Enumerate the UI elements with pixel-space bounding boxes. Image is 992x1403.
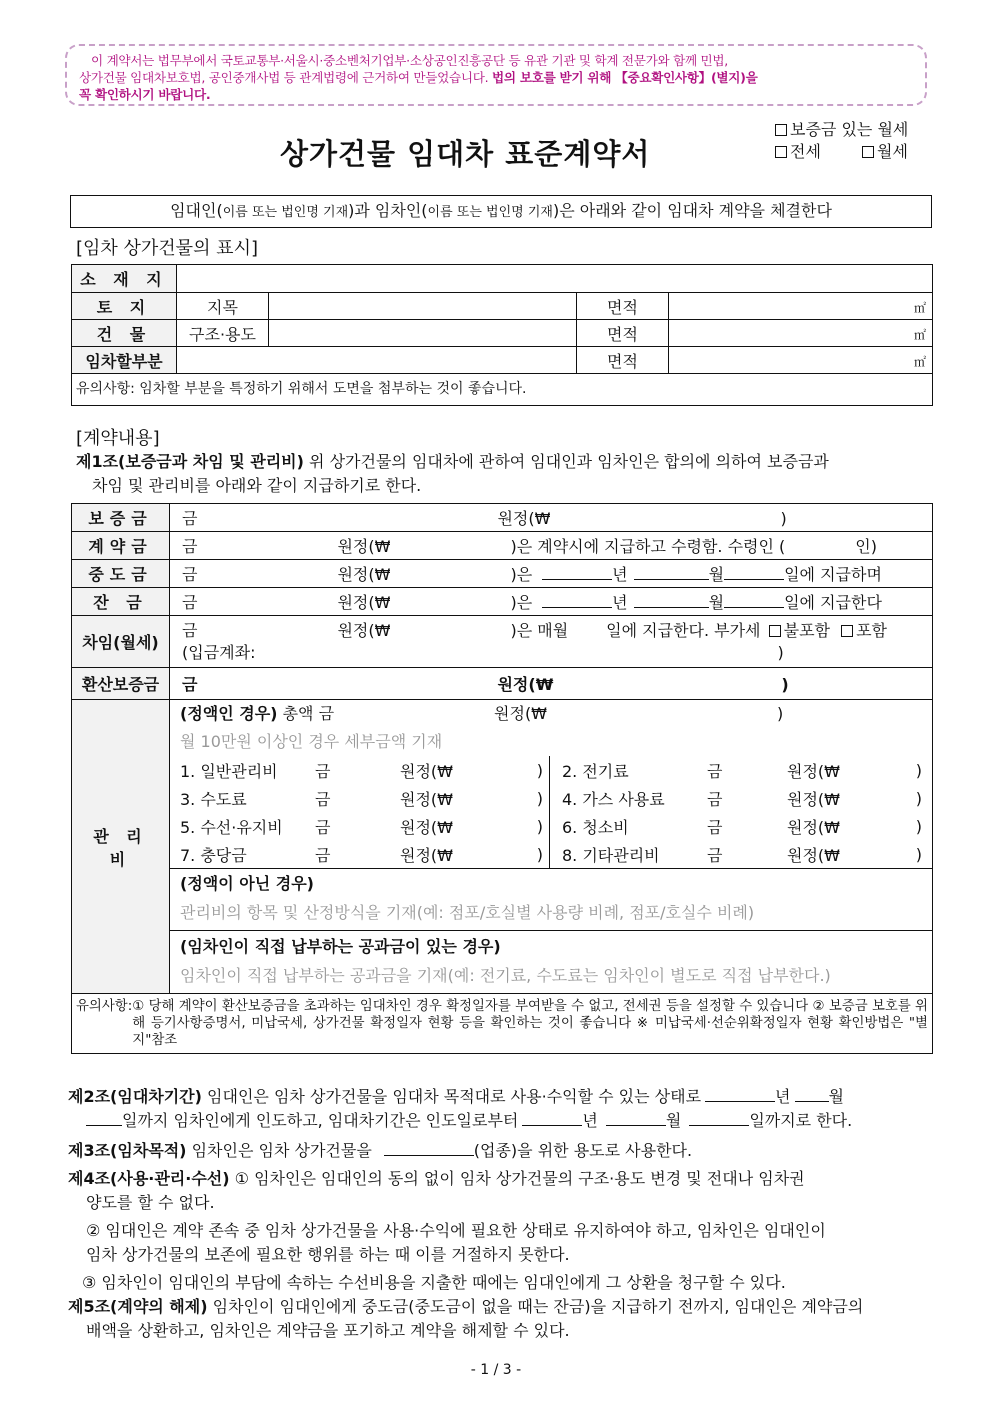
property-heading: [임차 상가건물의 표시] [76,238,258,259]
land-category-field[interactable] [269,293,577,320]
article-3: 제3조(임차목적) 임차인은 임차 상가건물을 (업종)을 위한 용도로 사용한다. [68,1141,693,1160]
building-area-field[interactable]: ㎡ [669,320,933,347]
property-table [71,264,933,406]
vat-excluded-checkbox[interactable] [769,625,781,637]
building-area-label: 면적 [577,320,669,347]
fixed-fee-hint: 월 10만원 이상인 경우 세부금액 기재 [180,732,443,751]
intro-statement: 임대인(이름 또는 법인명 기재)과 임차인(이름 또는 법인명 기재)은 아래와 같이 임대차 계약을 체결한다 [70,195,932,228]
payment-table [71,503,933,1054]
building-label: 건 물 [72,320,177,347]
land-label: 토 지 [72,293,177,320]
article-2: 제2조(임대차기간) 임대인은 임차 상가건물을 임대차 목적대로 사용·수익할 수 있는 상태로 년 월 일까지 임차인에게 인도하고, 임대차기간은 인도일로부터 년 월 일까지로 한다. [68,1087,853,1130]
contract-type-monthly[interactable]: 월세 [862,139,908,162]
converted-deposit-field[interactable]: 금 원정(₩ ) [170,668,933,700]
notice-line-3: 꼭 확인하시기 바랍니다. [79,87,211,102]
rent-field[interactable]: 금 원정(₩ )은 매월 일에 지급한다. 부가세 불포함 포함 (입금계좌: ) [170,616,933,668]
payment-note: 유의사항: ① 당해 계약이 환산보증금을 초과하는 임대차인 경우 확정일자를 부여받을 수 없고, 전세권 등을 설정할 수 있습니다 ② 보증금 보호를 위해 등기사항증명서, 미납국세, 상가건물 확정일자 현황 등을 확인하는 것이 좋습니다 ※ 미납국세·선순위확정일자 현황 확인방법은 "별지"참조 [72,994,933,1054]
building-structure-label: 구조·용도 [177,320,269,347]
interim-payment-label: 중도금 [72,560,170,588]
fee-items-left: 1. 일반관리비 금 원정(₩ ) 3. 수도료 금 원정(₩ ) 5. 수선·유지비 금 원정(₩ ) 7. 충당금 금 원정(₩ ) [180,756,550,868]
checkbox-icon[interactable] [775,146,787,158]
article-5: 제5조(계약의 해제) 임차인이 임대인에게 중도금(중도금이 없을 때는 잔금)을 지급하기 전까지, 임대인은 계약금의 배액을 상환하고, 임차인은 계약금을 포기하고 계약을 해제할 수 있다. [68,1297,864,1340]
rental-part-field[interactable] [177,347,577,374]
deposit-field[interactable]: 금 원정(₩ ) [170,504,933,532]
converted-deposit-label: 환산보증금 [72,668,170,700]
checkbox-icon[interactable] [862,146,874,158]
checkbox-icon[interactable] [775,124,787,136]
building-structure-field[interactable] [269,320,577,347]
nonfixed-fee-section: (정액이 아닌 경우) 관리비의 항목 및 산정방식을 기재(예: 점포/호실별 사용량 비례, 점포/호실수 비례) [170,869,932,931]
management-fee-label: 관 리 비 [72,700,170,994]
management-fee-field [170,700,933,994]
page-title: 상가건물 임대차 표준계약서 [280,137,651,171]
location-label: 소 재 지 [72,265,177,293]
down-payment-field[interactable]: 금 원정(₩ )은 계약시에 지급하고 수령함. 수령인 ( 인) [170,532,933,560]
utility-section: (임차인이 직접 납부하는 공과금이 있는 경우) 임차인이 직접 납부하는 공과금을 기재(예: 전기료, 수도료는 임차인이 별도로 직접 납부한다.) [180,937,831,985]
legal-notice [65,44,927,106]
location-field[interactable] [177,265,933,293]
rental-area-label: 면적 [577,347,669,374]
fixed-fee-section: (정액인 경우) 총액 금 원정(₩ ) 월 10만원 이상인 경우 세부금액 기재 1. 일반관리비 금 원정(₩ ) 3. 수도료 금 원정(₩ ) 5. 수선·유지비 금 원정(₩ ) 7. 충당금 금 원정(₩ ) 2. 전기료 금 원정(₩ ) 4. 가스 사용료 금 원정(₩ ) 6. 청소비 금 원정(₩ ) 8. 기타관리비 금 원정(₩ ) [170,700,932,869]
notice-line-2: 상가건물 임대차보호법, 공인중개사법 등 관계법령에 근거하여 만들었습니다. 법의 보호를 받기 위해 【중요확인사항】(별지)을 [79,70,758,85]
rental-area-field[interactable]: ㎡ [669,347,933,374]
land-area-label: 면적 [577,293,669,320]
notice-emphasis: 법의 보호를 받기 위해 【중요확인사항】(별지)을 [492,70,758,85]
contract-heading: [계약내용] [76,428,160,449]
interim-payment-field[interactable]: 금 원정(₩ )은 년 월 일에 지급하며 [170,560,933,588]
balance-field[interactable]: 금 원정(₩ )은 년 월 일에 지급한다 [170,588,933,616]
vat-included-checkbox[interactable] [841,625,853,637]
contract-type-jeonse[interactable]: 전세 [775,139,821,162]
deposit-label: 보증금 [72,504,170,532]
land-category-label: 지목 [177,293,269,320]
article-1: 제1조(보증금과 차임 및 관리비) 위 상가건물의 임대차에 관하여 임대인과 임차인은 합의에 의하여 보증금과 차임 및 관리비를 아래와 같이 지급하기로 한다. [76,452,829,495]
property-note: 유의사항: 임차할 부분을 특정하기 위해서 도면을 첨부하는 것이 좋습니다. [72,374,933,406]
page-number: - 1 / 3 - [470,1362,522,1378]
down-payment-label: 계약금 [72,532,170,560]
fee-items [180,756,922,868]
notice-line-1: 이 계약서는 법무부에서 국토교통부·서울시·중소벤처기업부·소상공인진흥공단 등 유관 기관 및 학계 전문가와 함께 민법, [91,53,728,68]
balance-label: 잔 금 [72,588,170,616]
rent-label: 차임(월세) [72,616,170,668]
article-4: 제4조(사용·관리·수선) ① 임차인은 임대인의 동의 없이 임차 상가건물의 구조·용도 변경 및 전대나 임차권 양도를 할 수 없다. ② 임대인은 계약 존속 중 임차 상가건물을 사용·수익에 필요한 상태로 유지하여야 하고, 임차인은 임대인이 임차 상가건물의 보존에 필요한 행위를 하는 때 이를 거절하지 못한다. ③ 임차인이 임대인의 부담에 속하는 수선비용을 지출한 때에는 임대인에게 그 상환을 청구할 수 있다. [68,1169,826,1292]
fee-items-right: 2. 전기료 금 원정(₩ ) 4. 가스 사용료 금 원정(₩ ) 6. 청소비 금 원정(₩ ) 8. 기타관리비 금 원정(₩ ) [562,760,922,865]
land-area-field[interactable]: ㎡ [669,293,933,320]
rental-part-label: 임차할부분 [72,347,177,374]
contract-type-monthly-deposit[interactable]: 보증금 있는 월세 [775,117,908,140]
